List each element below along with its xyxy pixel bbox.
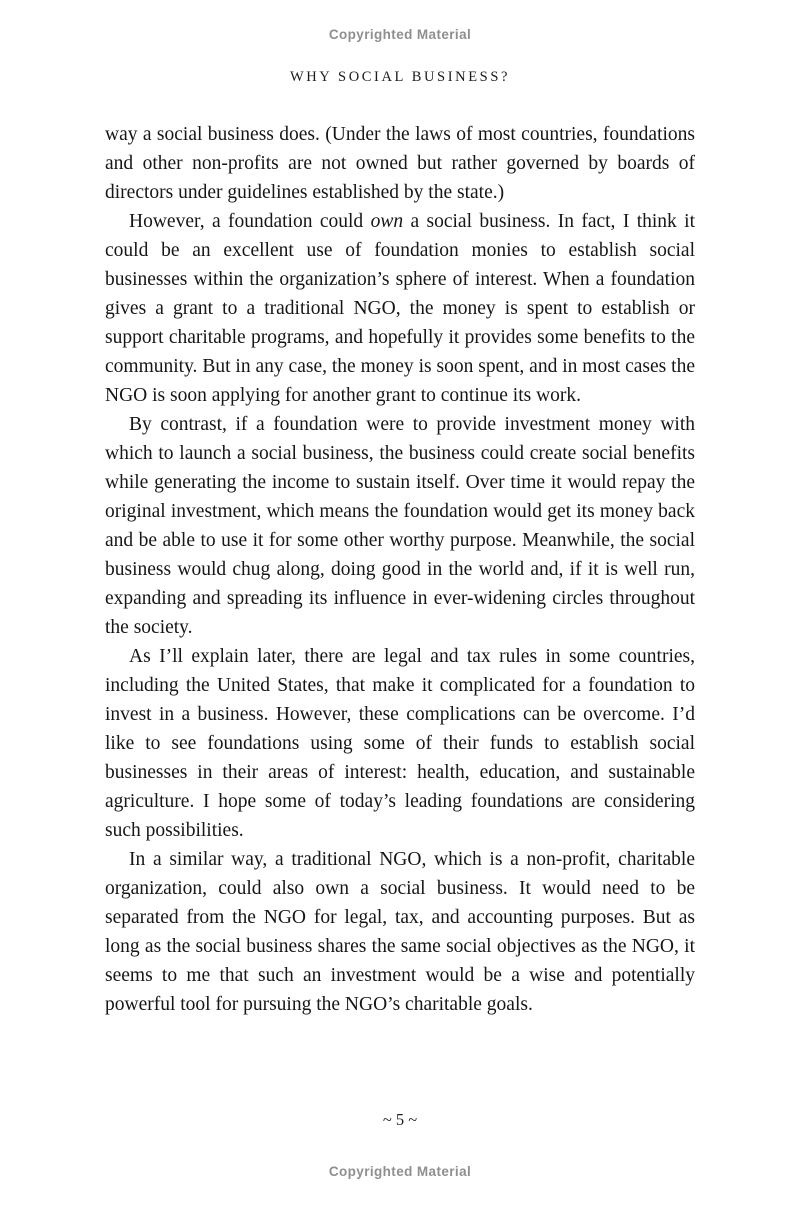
running-header: WHY SOCIAL BUSINESS? bbox=[289, 69, 511, 85]
paragraph-2-text-post: a social business. In fact, I think it could be an excellent use of foundation monies to establish social businesses within the organization’s sphere of interest. When a foundation gives a grant to a traditional NGO, the money is spent to establish or support charitable programs, and hopefully it provides some benefits to the community. But in any case, the money is soon spent, and in most cases the NGO is soon applying for another grant to continue its work. bbox=[105, 211, 695, 406]
paragraph-2 bbox=[105, 207, 695, 410]
paragraph-2-text-pre: However, a foundation could bbox=[129, 211, 371, 232]
page-number: ~ 5 ~ bbox=[382, 1110, 418, 1129]
paragraph-4: As I’ll explain later, there are legal and tax rules in some countries, including the United States, that make it complicated for a foundation to invest in a business. However, these complications can be overcome. I’d like to see foundations using some of their funds to establish social businesses in their areas of interest: health, education, and sustainable agriculture. I hope some of today’s leading foundations are considering such possibilities. bbox=[105, 646, 695, 841]
copyright-notice-bottom: Copyrighted Material bbox=[328, 1164, 472, 1179]
paragraph-5: In a similar way, a traditional NGO, which is a non-profit, charitable organization, could also own a social business. It would need to be separated from the NGO for legal, tax, and accounting purposes. But as long as the social business shares the same social objectives as the NGO, it seems to me that such an investment would be a wise and potentially powerful tool for pursuing the NGO’s charitable goals. bbox=[105, 849, 695, 1015]
body-text bbox=[105, 120, 695, 1019]
paragraph-3: By contrast, if a foundation were to provide investment money with which to launch a social business, the business could create social benefits while generating the income to sustain itself. Over time it would repay the original investment, which means the foundation would get its money back and be able to use it for some other worthy purpose. Meanwhile, the social business would chug along, doing good in the world and, if it is well run, expanding and spreading its influence in ever-widening circles throughout the society. bbox=[105, 414, 695, 638]
copyright-notice-top: Copyrighted Material bbox=[328, 27, 472, 42]
paragraph-2-italic-word: own bbox=[370, 211, 404, 232]
paragraph-1: way a social business does. (Under the laws of most countries, foundations and other non-profits are not owned but rather governed by boards of directors under guidelines established by the state.) bbox=[105, 124, 695, 203]
